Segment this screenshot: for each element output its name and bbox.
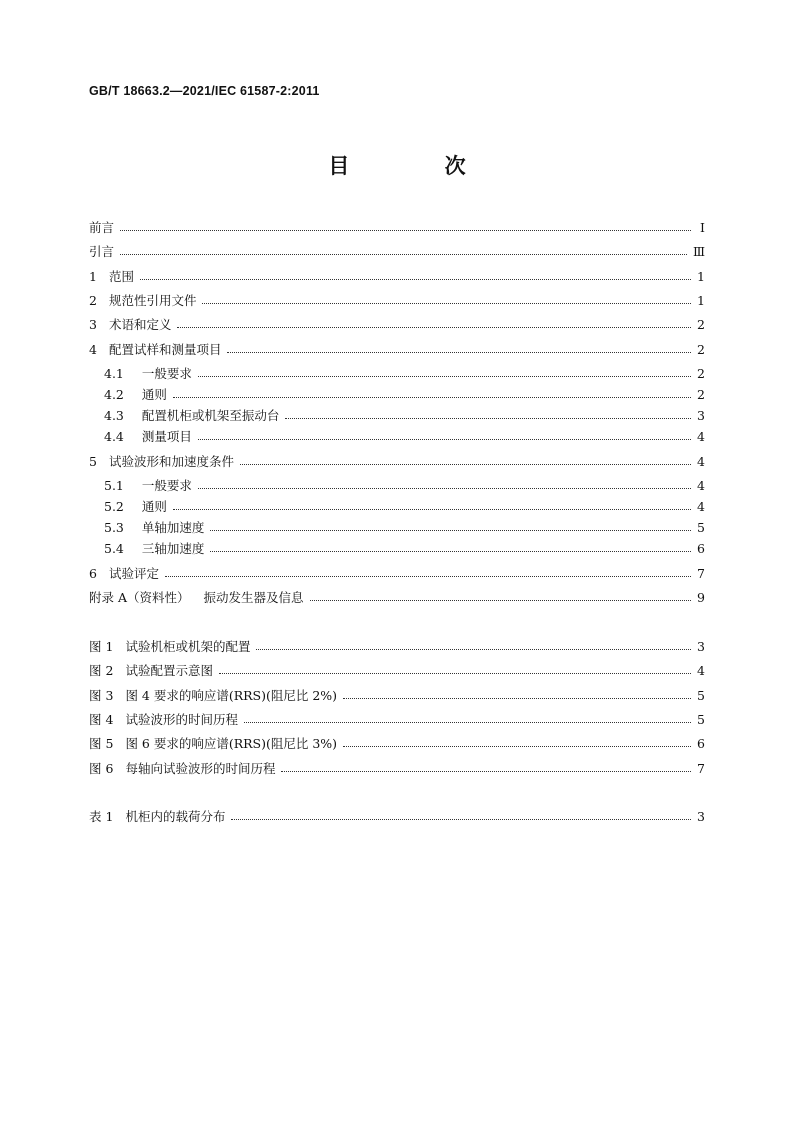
- dot-leader: [310, 600, 691, 601]
- toc-entry-label: 通则: [141, 387, 167, 402]
- figure-entry-number: 图 3: [89, 688, 114, 703]
- toc-entry-page: 2: [697, 316, 705, 332]
- dot-leader: [256, 649, 691, 650]
- table-entry-page: 3: [697, 808, 705, 824]
- figure-entry-page: 5: [697, 711, 705, 727]
- dot-leader: [177, 327, 691, 328]
- dot-leader: [210, 551, 691, 552]
- figure-entry-4[interactable]: [89, 708, 705, 730]
- toc-entry-label: 配置机柜或机架至振动台: [141, 408, 280, 423]
- toc-entry-label: 单轴加速度: [141, 520, 205, 535]
- toc-entry-page: 1: [697, 268, 705, 284]
- toc-entry-1[interactable]: [89, 265, 705, 287]
- dot-leader: [281, 771, 691, 772]
- figure-entry-page: 3: [697, 638, 705, 654]
- dot-leader: [227, 352, 691, 353]
- toc-entry-page: 4: [697, 453, 705, 469]
- figure-entry-3[interactable]: [89, 684, 705, 706]
- toc-entry-number: 4: [89, 341, 97, 357]
- figure-entry-number: 图 1: [89, 639, 114, 654]
- toc-entry-label: 术语和定义: [108, 317, 172, 332]
- toc-entry-number: 4.1: [104, 365, 124, 381]
- toc-entry-5-1[interactable]: [104, 474, 705, 496]
- toc-entry-number: 5.2: [104, 498, 124, 514]
- toc-entry-label: 试验评定: [108, 566, 159, 581]
- toc-entry-page: 5: [697, 519, 705, 535]
- toc-entry-label: 前言: [89, 220, 115, 235]
- toc-entry-page: 2: [697, 341, 705, 357]
- dot-leader: [198, 439, 691, 440]
- dot-leader: [120, 254, 687, 255]
- dot-leader: [285, 418, 691, 419]
- dot-leader: [202, 303, 691, 304]
- figure-entry-page: 7: [697, 760, 705, 776]
- toc-entry-label: 振动发生器及信息: [203, 590, 304, 605]
- toc-entry-5-4[interactable]: [104, 537, 705, 559]
- figure-entry-number: 图 6: [89, 761, 114, 776]
- toc-entry-number: 3: [89, 316, 97, 332]
- toc-entry-label: 引言: [89, 244, 115, 259]
- dot-leader: [219, 673, 691, 674]
- dot-leader: [140, 279, 691, 280]
- figure-entry-label: 每轴向试验波形的时间历程: [125, 761, 276, 776]
- toc-entry-label: 配置试样和测量项目: [108, 342, 222, 357]
- toc-entry-5-2[interactable]: [104, 495, 705, 517]
- toc-entry-introduction[interactable]: [89, 240, 705, 262]
- figure-entry-label: 图 6 要求的响应谱(RRS)(阻尼比 3%): [125, 736, 338, 751]
- toc-entry-page: 7: [697, 565, 705, 581]
- dot-leader: [120, 230, 691, 231]
- toc-entry-annex-a[interactable]: [89, 586, 705, 608]
- toc-entry-number: 5.1: [104, 477, 124, 493]
- standard-code-header: GB/T 18663.2—2021/IEC 61587-2:2011: [89, 84, 320, 98]
- figure-entry-page: 5: [697, 687, 705, 703]
- toc-entry-number: 1: [89, 268, 97, 284]
- dot-leader: [343, 746, 691, 747]
- dot-leader: [198, 488, 691, 489]
- toc-entry-number: 5: [89, 453, 97, 469]
- figure-entry-5[interactable]: [89, 732, 705, 754]
- toc-entry-4-3[interactable]: [104, 404, 705, 426]
- dot-leader: [165, 576, 691, 577]
- toc-entry-6[interactable]: [89, 562, 705, 584]
- page-title: 目 次: [328, 154, 510, 178]
- toc-entry-2[interactable]: [89, 289, 705, 311]
- toc-entry-page: 1: [697, 292, 705, 308]
- figure-entry-page: 4: [697, 662, 705, 678]
- toc-entry-4-1[interactable]: [104, 362, 705, 384]
- figure-entry-label: 图 4 要求的响应谱(RRS)(阻尼比 2%): [125, 688, 338, 703]
- figure-entry-label: 试验波形的时间历程: [125, 712, 238, 727]
- toc-entry-number: 4.3: [104, 407, 124, 423]
- table-entry-label: 机柜内的载荷分布: [125, 809, 226, 824]
- toc-entry-foreword[interactable]: [89, 216, 705, 238]
- dot-leader: [240, 464, 691, 465]
- dot-leader: [210, 530, 691, 531]
- figure-entry-number: 图 5: [89, 736, 114, 751]
- table-entry-number: 表 1: [89, 809, 114, 824]
- toc-entry-page: 3: [697, 407, 705, 423]
- toc-entry-label: 三轴加速度: [141, 541, 205, 556]
- toc-entry-4-2[interactable]: [104, 383, 705, 405]
- toc-entry-page: Ⅲ: [692, 243, 705, 259]
- figure-entry-number: 图 4: [89, 712, 114, 727]
- toc-entry-3[interactable]: [89, 313, 705, 335]
- toc-entry-number: 6: [89, 565, 97, 581]
- toc-entry-label: 通则: [141, 499, 167, 514]
- toc-entry-label: 范围: [108, 269, 134, 284]
- toc-entry-page: 4: [697, 428, 705, 444]
- toc-entry-number: 附录 A（资料性）: [89, 590, 190, 605]
- toc-entry-label: 一般要求: [141, 478, 192, 493]
- toc-entry-page: 2: [697, 365, 705, 381]
- toc-entry-label: 一般要求: [141, 366, 192, 381]
- toc-entry-5-3[interactable]: [104, 516, 705, 538]
- dot-leader: [244, 722, 691, 723]
- toc-entry-page: Ⅰ: [700, 219, 705, 235]
- toc-entry-label: 试验波形和加速度条件: [108, 454, 234, 469]
- table-entry-1[interactable]: [89, 805, 705, 827]
- toc-entry-page: 4: [697, 477, 705, 493]
- toc-entry-page: 4: [697, 498, 705, 514]
- figure-entry-1[interactable]: [89, 635, 705, 657]
- figure-entry-6[interactable]: [89, 757, 705, 779]
- toc-entry-5[interactable]: [89, 450, 705, 472]
- figure-entry-2[interactable]: [89, 659, 705, 681]
- toc-entry-4-4[interactable]: [104, 425, 705, 447]
- figure-entry-label: 试验配置示意图: [125, 663, 213, 678]
- toc-entry-number: 4.4: [104, 428, 124, 444]
- dot-leader: [173, 397, 691, 398]
- dot-leader: [198, 376, 691, 377]
- toc-entry-page: 9: [697, 589, 705, 605]
- toc-entry-page: 2: [697, 386, 705, 402]
- figure-entry-page: 6: [697, 735, 705, 751]
- dot-leader: [343, 698, 691, 699]
- toc-entry-number: 2: [89, 292, 97, 308]
- figure-entry-label: 试验机柜或机架的配置: [125, 639, 251, 654]
- dot-leader: [231, 819, 691, 820]
- toc-entry-label: 规范性引用文件: [108, 293, 197, 308]
- toc-entry-label: 测量项目: [141, 429, 192, 444]
- figure-entry-number: 图 2: [89, 663, 114, 678]
- toc-entry-number: 4.2: [104, 386, 124, 402]
- toc-entry-4[interactable]: [89, 338, 705, 360]
- toc-entry-number: 5.3: [104, 519, 124, 535]
- dot-leader: [173, 509, 691, 510]
- toc-entry-page: 6: [697, 540, 705, 556]
- toc-entry-number: 5.4: [104, 540, 124, 556]
